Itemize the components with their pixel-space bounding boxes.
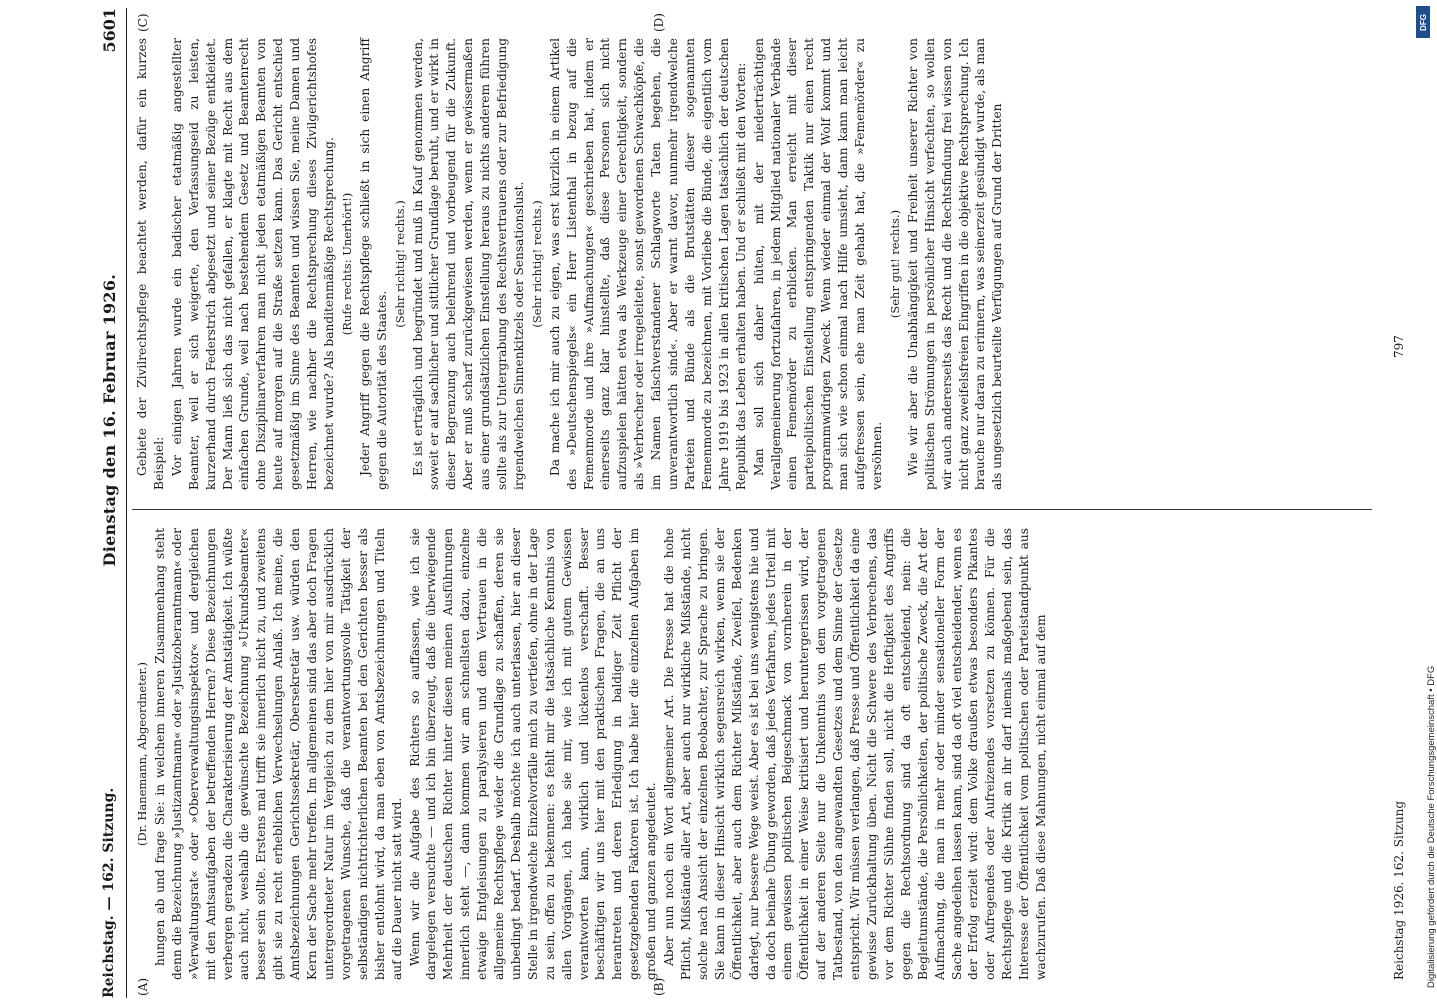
margin-mark-b: (B) [652, 977, 666, 996]
speaker-attribution: (Dr. Hanemann, Abgeordneter.) [135, 662, 149, 846]
paragraph: Gebiete der Zivilrechtspflege beachtet werden, dafür ein kurzes Beispiel: [135, 38, 166, 490]
document-page [92, 8, 1412, 998]
left-column [134, 528, 1378, 980]
footer-sheet-number: 797 [1392, 335, 1406, 358]
paragraph: Da mache ich mir auch zu eigen, was erst kürzlich in einem Artikel des »Deutschenspiegels« ein Herr Listenthal in bezug auf die Femenmorde und ihre »Aufmachungen« geschrieben hat, indem er einerseits ganz klar hinstellte, daß diese Personen sich nicht aufzuspielen hätten etwa als Werkzeuge einer Gerechtigkeit, sondern als »Verbrecher oder irregeleitete, sonst gewordenen Schwachköpfe, die im Namen falschverstandener Schlagworte Taten begehen, die unverantwortlich sind«. Aber er warnt davor, nunmehr irgendwelche Parteien und Bünde als die Brutstätten dieser sogenannten Femenmorde zu bezeichnen, mit Vorliebe die Bünde, die eigentlich vom Jahre 1919 bis 1923 in allen kritischen Lagen tatsächlich der deutschen Republik das Leben erhalten haben. Und er schließt mit den Worten: [547, 38, 748, 490]
paragraph: Wenn wir die Aufgabe des Richters so auffassen, wie ich sie dargelegen versuchte — und ich bin überzeugt, daß die überwiegende Mehrheit der deutschen Richter hinter diesen meinen Ausführungen innerlich steht —, dann kommen wir am schnellsten dazu, einzelne etwaige Entgleisungen zu paralysieren und dem Vertrauen in die allgemeine Rechtspflege wieder die Grundlage zu schaffen, deren sie unbedingt bedarf. Deshalb möchte ich auch unterlassen, hier an dieser Stelle in irgendwelche Einzelvorfälle mich zu vertiefen, ohne in der Lage zu sein, offen zu bekennen: es fehlt mir die tatsächliche Kenntnis von allen Vorgängen, ich habe sie mir, wie ich mit gutem Gewissen verantworten kann, wirklich und lückenlos verschafft. Besser beschäftigen wir uns hier mit den praktischen Fragen, die an uns herantreten und deren Erledigung in baldiger Zeit Pflicht der gesetzgebenden Faktoren ist. Ich habe hier die einzelnen Aufgaben im großen und ganzen angedeutet. [407, 528, 659, 980]
interjection: (Sehr richtig! rechts.) [529, 200, 544, 328]
quotation: Man soll sich daher hüten, mit der niederträchtigen Verallgemeinerung fortzufahren, in jedem Mitglied nationaler Verbände einen Fememörder zu erblicken. Man erreicht mit dieser parteipolitischen Einstellung entspringenden Taktik nur einen recht programmwidrigen Zweck. Wenn wieder einmal der Wolf kommt und man sich wie schon einmal nach Hilfe umsieht, dann kann man leicht aufgefressen sein, ehe man Zeit gehabt hat, die »Fememörder« zu versöhnen. [751, 38, 884, 490]
header-date: Dienstag den 16. Februar 1926. [99, 273, 119, 567]
margin-mark-d: (D) [652, 13, 666, 32]
paragraph: hungen ab und frage Sie: in welchem inneren Zusammenhang steht denn die Bezeichnung »Justizamtmann« oder »Justizoberamtmann« oder »Verwaltungsrat« oder »Oberverwaltungsinspektor« und dergleichen mit den Amtsaufgaben der betreffenden Herren? Diese Bezeichnungen verbergen geradezu die Charakterisierung der Amtstätigkeit. Ich wüßte auch nicht, weshalb die gewünschte Bezeichnung »Urkundsbeamter« besser sein sollte. Erstens mal trifft sie innerlich nicht zu, und zweitens gibt sie zu recht erheblichen Verwechselungen Anlaß. Ich meine, die Amtsbezeichnungen Gerichtssekretär, Obersekretär usw. würden den Kern der Sache mehr treffen. Im allgemeinen sind das aber doch Fragen untergeordneter Natur im Vergleich zu dem hier von mir ausdrücklich vorgetragenen Wunsche, daß die verantwortungsvolle Tätigkeit der selbständigen nichtrichterlichen Beamten bei den Gerichten besser als bisher entlohnt wird, da man eben von Amtsbezeichnungen und Titeln auf die Dauer nicht satt wird. [152, 528, 404, 980]
digitization-credit [1412, 8, 1437, 998]
interjection: (Rufe rechts: Unerhört!) [339, 192, 354, 336]
credit-text: Digitalisierung gefördert durch die Deutsche Forschungsgemeinschaft • DFG [1426, 665, 1437, 988]
paragraph: Jeder Angriff gegen die Rechtspflege schließt in sich einen Angriff gegen die Autorität des Staates. [357, 38, 389, 490]
page-header [92, 8, 127, 998]
dfg-logo-text: DFG [1418, 13, 1428, 31]
interjection: (Sehr gut! rechts.) [887, 209, 902, 319]
page-number: 5601 [99, 8, 119, 53]
paragraph: Aber nun noch ein Wort allgemeiner Art. Die Presse hat die hohe Pflicht, Mißstände aller Art, aber auch nur wirkliche Mißstände, nicht solche nach Ansicht der einzelnen Beobachter, zur Sprache zu bringen. Sie kann in dieser Hinsicht wirklich segensreich wirken, wenn sie der Öffentlichkeit, aber auch dem Richter Mißstände, Zweifel, Bedenken darlegt, nur bessere Wege weist. Aber es ist bei uns wenigstens hie und da doch beinahe Übung geworden, daß jedes Verfahren, jedes Urteil mit einem gewissen politischen Beigeschmack von vornherein in der Öffentlichkeit in einer Weise kritisiert und heruntergerissen wird, der auf der anderen Seite nur die Unkenntnis von dem vorgetragenen Tatbestand, von den angewandten Gesetzes und dem Sinne der Gesetze entspricht. Wir müssen verlangen, daß Presse und Öffentlichkeit da eine gewisse Zurückhaltung üben. Nicht die Schwere des Verbrechens, das vor dem Richter Sühne finden soll, nicht die Heftigkeit des Angriffs gegen die Rechtsordnung sind da oft entscheidend, nein: die Begleitumstände, die Persönlichkeiten, der politische Zweck, die Art der Aufmachung, die man in mehr oder minder sensationeller Form der Sache angedeihen lassen kann, sind da oft viel entscheidender, wenn es der Erfolg erzielt wird: dem Volke draußen etwas besonders Pikantes oder Aufregendes oder Aufreizendes vorsetzen zu können. Für die Rechtspflege und die Kritik an ihr darf niemals maßgebend sein, das Interesse der Öffentlichkeit vom politischen oder Parteistandpunkt aus wachzurufen. Daß diese Mahnungen, nicht einmal auf dem [662, 528, 1049, 980]
footer-left: Reichstag 1926. 162. Sitzung [1392, 800, 1406, 980]
right-column [134, 38, 1378, 490]
header-left: Reichstag. — 162. Sitzung. [101, 787, 117, 998]
margin-mark-a: (A) [136, 977, 150, 996]
paragraph: Wie wir aber die Unabhängigkeit und Freiheit unserer Richter von politischen Strömungen in persönlicher Hinsicht verfechten, so wollen wir auch andererseits das Recht und die Rechtsfindung frei wissen von nicht ganz zweifelsfreien Eingriffen in die objektive Rechtsprechung. Ich brauche nur daran zu erinnern, was seinerzeit gesündigt wurde, als man als ungesetzlich beurteilte Verfügungen auf Grund der Dritten [905, 38, 1005, 490]
column-divider [132, 509, 1372, 510]
paragraph: Es ist erträglich und begründet und muß in Kauf genommen werden, soweit er auf sachlicher und sittlicher Grundlage beruht, und er wirkt in dieser Begrenzung auch belehrend und vorbeugend für die Zukunft. Aber er muß scharf zurückgewiesen werden, wenn er gewissermaßen aus einer grundsätzlichen Einstellung heraus zu nichts anderem führen sollte als zur Untergrabung des Rechtsvertrauens oder zur Befriedigung irgendwelchen Sinnenkitzels oder Sensationslust. [410, 38, 526, 490]
paragraph: Vor einigen Jahren wurde ein badischer etatmäßig angestellter Beamter, weil er sich weigerte, den Verfassungseid zu leisten, kurzerhand durch Federstrich abgesetzt und seiner Bezüge entkleidet. Der Mann ließ sich das nicht gefallen, er klagte mit Recht aus dem einfachen Grunde, weil nach bestehendem Gesetz und Beamtenrecht ohne Disziplinarverfahren man nicht jeden etatmäßigen Beamten von heute auf morgen auf die Straße setzen kann. Das Gericht entschied gesetzmäßig im Sinne des Beamten und wissen Sie, meine Damen und Herren, wie nachher die Rechtsprechung dieses Zivilgerichtshofes bezeichnet wurde? Als banditenmäßige Rechtsprechung. [169, 38, 336, 490]
margin-mark-c: (C) [136, 13, 150, 32]
interjection: (Sehr richtig! rechts.) [392, 200, 407, 328]
